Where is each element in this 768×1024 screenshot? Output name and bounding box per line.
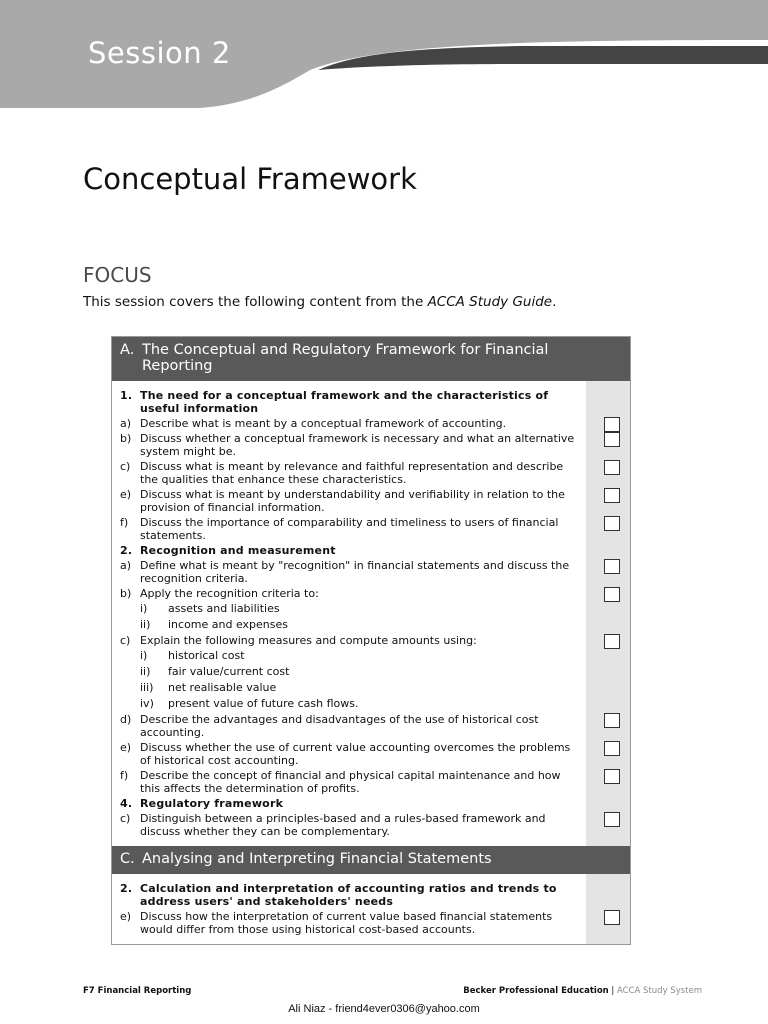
item-text: Discuss how the interpretation of current value based financial statements would differ from those using historical cost-based accounts. <box>140 910 553 936</box>
item-label: a) <box>120 417 132 430</box>
item-text: The need for a conceptual framework and the characteristics of useful information <box>140 389 549 415</box>
item-text: Discuss what is meant by relevance and faithful representation and describe the qualities that enhance these characteristics. <box>140 460 564 486</box>
checkbox[interactable] <box>604 634 620 649</box>
section-body <box>112 381 630 846</box>
item-text: net realisable value <box>168 681 277 694</box>
item-label: i) <box>140 649 148 662</box>
item-label: a) <box>120 559 132 572</box>
learning-outcome <box>112 516 586 542</box>
item-text: fair value/current cost <box>168 665 290 678</box>
item-label: c) <box>120 634 131 647</box>
item-text: historical cost <box>168 649 245 662</box>
item-text: present value of future cash flows. <box>168 697 359 710</box>
item-text: Describe the advantages and disadvantages of the use of historical cost accounting. <box>140 713 539 739</box>
checkbox[interactable] <box>604 812 620 827</box>
item-label: 2. <box>120 882 133 895</box>
focus-heading: FOCUS <box>83 263 152 287</box>
learning-outcome <box>112 460 586 486</box>
item-label: i) <box>140 602 148 615</box>
publisher-name: Becker Professional Education <box>463 986 609 996</box>
item-text: Discuss whether a conceptual framework is necessary and what an alternative system might be. <box>140 432 575 458</box>
study-system-name: ACCA Study System <box>617 986 702 996</box>
section-letter: C. <box>120 851 135 867</box>
session-header-band <box>0 0 768 110</box>
sub-item <box>112 697 586 710</box>
checkbox[interactable] <box>604 910 620 925</box>
sub-item <box>112 665 586 678</box>
item-text: Define what is meant by "recognition" in financial statements and discuss the recognition criteria. <box>140 559 570 585</box>
item-text: Apply the recognition criteria to: <box>140 587 319 600</box>
sub-item <box>112 649 586 662</box>
sub-item <box>112 602 586 615</box>
learning-outcome <box>112 741 586 767</box>
item-text: Discuss the importance of comparability and timeliness to users of financial statements. <box>140 516 559 542</box>
item-label: iv) <box>140 697 154 710</box>
item-text: Regulatory framework <box>140 797 284 810</box>
learning-outcome <box>112 587 586 600</box>
section-header <box>112 337 630 381</box>
study-guide-table <box>111 336 631 945</box>
footer-separator: | <box>608 986 617 996</box>
item-label: d) <box>120 713 132 726</box>
outcome-heading <box>112 389 586 415</box>
outcome-heading <box>112 544 586 557</box>
item-label: e) <box>120 488 132 501</box>
checkbox[interactable] <box>604 559 620 574</box>
footer-course: F7 Financial Reporting <box>83 986 192 996</box>
sub-item <box>112 681 586 694</box>
item-text: Discuss what is meant by understandability and verifiability in relation to the provision of financial information. <box>140 488 565 514</box>
section-items <box>112 381 586 846</box>
section-body <box>112 874 630 944</box>
learning-outcome <box>112 769 586 795</box>
learning-outcome <box>112 910 586 936</box>
item-label: iii) <box>140 681 154 694</box>
checkbox[interactable] <box>604 516 620 531</box>
sub-item <box>112 618 586 631</box>
checkbox[interactable] <box>604 460 620 475</box>
focus-intro <box>83 294 556 310</box>
checkbox[interactable] <box>604 488 620 503</box>
credit-line: Ali Niaz - friend4ever0306@yahoo.com <box>288 1003 480 1015</box>
item-text: Discuss whether the use of current value accounting overcomes the problems of historical cost accounting. <box>140 741 571 767</box>
learning-outcome <box>112 713 586 739</box>
checkbox[interactable] <box>604 432 620 447</box>
checkbox[interactable] <box>604 741 620 756</box>
learning-outcome <box>112 812 586 838</box>
item-label: 4. <box>120 797 133 810</box>
checkbox[interactable] <box>604 417 620 432</box>
item-text: assets and liabilities <box>168 602 280 615</box>
section-title: The Conceptual and Regulatory Framework for Financial Reporting <box>142 342 549 374</box>
item-label: b) <box>120 432 132 445</box>
item-text: income and expenses <box>168 618 289 631</box>
intro-text: This session covers the following content from the <box>83 294 428 310</box>
intro-end: . <box>552 294 557 310</box>
page-title: Conceptual Framework <box>83 162 417 196</box>
learning-outcome <box>112 432 586 458</box>
learning-outcome <box>112 634 586 647</box>
item-text: Describe the concept of financial and physical capital maintenance and how this affects the determination of profits. <box>140 769 561 795</box>
item-text: Recognition and measurement <box>140 544 336 557</box>
learning-outcome <box>112 488 586 514</box>
item-text: Describe what is meant by a conceptual framework of accounting. <box>140 417 507 430</box>
item-text: Explain the following measures and compute amounts using: <box>140 634 477 647</box>
session-title: Session 2 <box>88 36 231 70</box>
section-items <box>112 874 586 944</box>
checkbox[interactable] <box>604 587 620 602</box>
study-guide-name: ACCA Study Guide <box>427 294 553 310</box>
outcome-heading <box>112 882 586 908</box>
learning-outcome <box>112 559 586 585</box>
section-title: Analysing and Interpreting Financial Statements <box>142 851 492 867</box>
item-label: e) <box>120 910 132 923</box>
outcome-heading <box>112 797 586 810</box>
item-text: Distinguish between a principles-based and a rules-based framework and discuss whether they can be complementary. <box>140 812 546 838</box>
item-label: e) <box>120 741 132 754</box>
item-label: f) <box>120 769 129 782</box>
section-letter: A. <box>120 342 135 358</box>
checkbox-column <box>586 874 630 944</box>
item-label: f) <box>120 516 129 529</box>
item-label: 1. <box>120 389 133 402</box>
item-label: ii) <box>140 618 151 631</box>
footer-publisher <box>463 986 702 996</box>
checkbox[interactable] <box>604 769 620 784</box>
section-header <box>112 846 630 874</box>
item-label: 2. <box>120 544 133 557</box>
item-label: b) <box>120 587 132 600</box>
checkbox[interactable] <box>604 713 620 728</box>
learning-outcome <box>112 417 586 430</box>
item-label: c) <box>120 460 131 473</box>
item-label: ii) <box>140 665 151 678</box>
item-label: c) <box>120 812 131 825</box>
item-text: Calculation and interpretation of accounting ratios and trends to address users' and stakeholders' needs <box>140 882 557 908</box>
